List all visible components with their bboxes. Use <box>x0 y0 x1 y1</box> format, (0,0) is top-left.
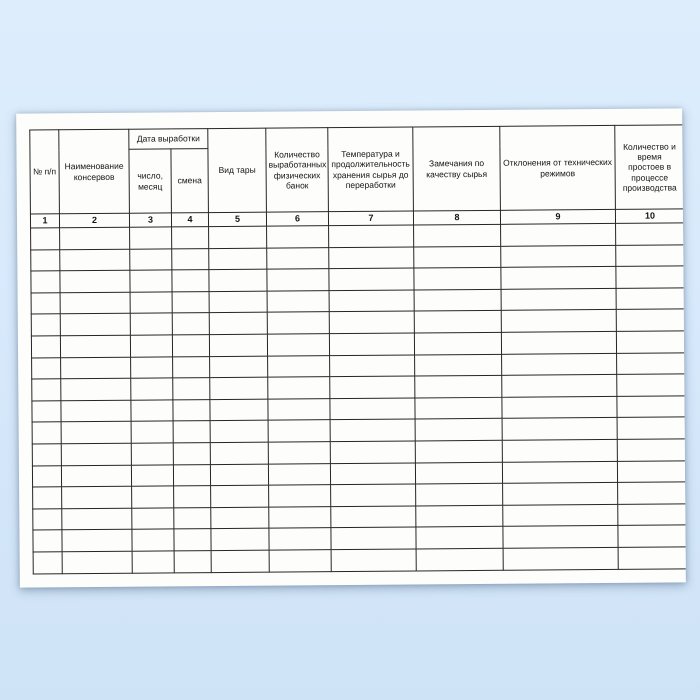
column-number: 7 <box>328 211 413 226</box>
column-number: 5 <box>208 212 266 226</box>
table-cell <box>210 420 268 442</box>
table-cell <box>329 268 414 290</box>
column-number: 6 <box>266 212 328 226</box>
table-cell <box>211 485 269 507</box>
table-cell <box>503 483 618 505</box>
table-cell <box>31 228 60 250</box>
table-cell <box>211 528 269 550</box>
table-cell <box>173 421 210 443</box>
table-cell <box>616 309 685 331</box>
table-cell <box>132 551 174 573</box>
table-cell <box>617 417 686 439</box>
table-cell <box>267 290 329 312</box>
table-cell <box>616 223 685 245</box>
column-number: 3 <box>129 213 171 227</box>
table-cell <box>61 357 131 379</box>
header-cell-downtime: Количество и время простоев в процессе производства <box>615 125 685 210</box>
table-cell <box>617 439 686 461</box>
table-cell <box>329 247 414 269</box>
table-cell <box>130 313 172 335</box>
table-cell <box>131 421 173 443</box>
table-cell <box>618 547 686 569</box>
table-cell <box>131 400 173 422</box>
table-cell <box>211 507 269 529</box>
table-cell <box>209 248 267 270</box>
table-cell <box>209 313 267 335</box>
table-cell <box>269 485 331 507</box>
table-cell <box>268 355 330 377</box>
table-cell <box>416 483 503 505</box>
table-cell <box>501 223 616 245</box>
table-cell <box>330 398 415 420</box>
table-cell <box>33 552 62 574</box>
table-cell <box>415 462 502 484</box>
table-cell <box>502 396 617 418</box>
table-cell <box>210 377 268 399</box>
table-cell <box>31 336 60 358</box>
table-cell <box>210 356 268 378</box>
table-cell <box>269 528 331 550</box>
header-cell-container-type: Вид тары <box>208 128 267 212</box>
production-journal-table <box>29 124 686 574</box>
header-cell-raw-quality-remarks: Замечания по качеству сырья <box>413 126 501 211</box>
table-cell <box>330 376 415 398</box>
table-cell <box>172 291 209 313</box>
table-cell <box>172 248 209 270</box>
table-cell <box>61 443 131 465</box>
table-cell <box>173 464 210 486</box>
table-row <box>33 547 686 574</box>
table-cell <box>503 504 618 526</box>
table-cell <box>60 314 130 336</box>
header-cell-row-number: № п/п <box>30 130 60 214</box>
table-cell <box>210 399 268 421</box>
table-cell <box>330 441 415 463</box>
table-cell <box>210 442 268 464</box>
table-cell <box>502 375 617 397</box>
table-cell <box>131 443 173 465</box>
table-cell <box>501 267 616 289</box>
table-cell <box>331 484 416 506</box>
column-number: 8 <box>413 210 500 225</box>
table-cell <box>61 465 131 487</box>
header-cell-shift: смена <box>171 149 209 213</box>
table-cell <box>415 440 502 462</box>
table-cell <box>268 420 330 442</box>
table-cell <box>174 486 211 508</box>
column-number: 9 <box>500 209 615 224</box>
header-cell-cans-quantity: Количество выработанных физических банок <box>266 128 329 212</box>
table-cell <box>209 269 267 291</box>
header-cell-day-month: число, месяц <box>129 149 172 213</box>
table-cell <box>267 247 329 269</box>
table-cell <box>209 226 267 248</box>
table-cell <box>502 418 617 440</box>
table-cell <box>173 399 210 421</box>
table-cell <box>33 508 62 530</box>
column-number: 2 <box>59 213 129 228</box>
table-cell <box>414 289 501 311</box>
table-cell <box>502 353 617 375</box>
table-cell <box>331 549 416 571</box>
table-cell <box>172 227 209 249</box>
column-number: 1 <box>30 214 59 228</box>
table-cell <box>60 249 130 271</box>
table-cell <box>174 551 211 573</box>
header-row-top <box>30 125 684 150</box>
table-cell <box>209 334 267 356</box>
table-cell <box>501 331 616 353</box>
table-cell <box>31 249 60 271</box>
table-cell <box>172 335 209 357</box>
table-cell <box>330 419 415 441</box>
table-header <box>30 125 685 228</box>
table-cell <box>416 548 503 570</box>
table-cell <box>62 508 132 530</box>
table-cell <box>616 244 685 266</box>
table-cell <box>267 226 329 248</box>
table-cell <box>616 331 685 353</box>
table-cell <box>267 334 329 356</box>
table-cell <box>268 398 330 420</box>
table-cell <box>174 507 211 529</box>
table-cell <box>414 311 501 333</box>
table-cell <box>330 355 415 377</box>
table-cell <box>31 314 60 336</box>
table-cell <box>61 378 131 400</box>
table-cell <box>130 248 172 270</box>
table-cell <box>617 352 686 374</box>
table-cell <box>31 271 60 293</box>
table-cell <box>62 530 132 552</box>
table-cell <box>617 396 686 418</box>
table-cell <box>617 460 685 482</box>
table-cell <box>415 419 502 441</box>
table-cell <box>210 464 268 486</box>
table-cell <box>503 547 618 569</box>
table-cell <box>268 463 330 485</box>
table-cell <box>209 291 267 313</box>
table-cell <box>414 268 501 290</box>
table-cell <box>211 550 269 572</box>
table-cell <box>60 335 130 357</box>
table-cell <box>267 312 329 334</box>
header-cell-production-date-group: Дата выработки <box>129 129 208 150</box>
table-cell <box>130 227 172 249</box>
table-cell <box>60 270 130 292</box>
table-cell <box>269 506 331 528</box>
table-cell <box>268 442 330 464</box>
table-cell <box>329 311 414 333</box>
table-cell <box>172 313 209 335</box>
table-cell <box>502 461 617 483</box>
table-cell <box>269 550 331 572</box>
header-cell-storage-temperature: Температура и продолжительность хранения сырья до переработки <box>328 127 414 212</box>
table-cell <box>329 290 414 312</box>
table-cell <box>131 356 173 378</box>
table-cell <box>502 439 617 461</box>
table-cell <box>415 397 502 419</box>
table-cell <box>329 333 414 355</box>
table-cell <box>415 354 502 376</box>
table-cell <box>503 526 618 548</box>
table-cell <box>501 245 616 267</box>
column-number: 10 <box>615 209 684 224</box>
table-cell <box>62 551 132 573</box>
table-cell <box>617 374 686 396</box>
table-cell <box>174 529 211 551</box>
table-cell <box>414 246 501 268</box>
table-cell <box>416 527 503 549</box>
table-cell <box>267 269 329 291</box>
table-cell <box>60 227 130 249</box>
table-cell <box>172 270 209 292</box>
table-cell <box>616 288 685 310</box>
table-cell <box>173 378 210 400</box>
table-cell <box>32 401 61 423</box>
table-cell <box>62 486 132 508</box>
table-cell <box>32 379 61 401</box>
table-cell <box>32 465 61 487</box>
table-cell <box>618 525 686 547</box>
table-cell <box>31 293 60 315</box>
table-cell <box>331 506 416 528</box>
table-cell <box>61 422 131 444</box>
table-cell <box>415 375 502 397</box>
table-body <box>31 223 686 574</box>
table-cell <box>32 444 61 466</box>
table-cell <box>130 270 172 292</box>
header-cell-product-name: Наименование консервов <box>59 129 130 214</box>
table-cell <box>501 288 616 310</box>
table-cell <box>132 486 174 508</box>
table-cell <box>414 332 501 354</box>
table-cell <box>32 422 61 444</box>
column-number: 4 <box>171 213 208 227</box>
table-cell <box>131 378 173 400</box>
table-cell <box>173 443 210 465</box>
table-cell <box>501 310 616 332</box>
table-cell <box>331 527 416 549</box>
table-cell <box>131 464 173 486</box>
table-cell <box>60 292 130 314</box>
table-cell <box>416 505 503 527</box>
table-cell <box>61 400 131 422</box>
table-cell <box>414 224 501 246</box>
table-cell <box>132 529 174 551</box>
table-cell <box>268 377 330 399</box>
table-cell <box>616 266 685 288</box>
table-cell <box>33 487 62 509</box>
table-cell <box>33 530 62 552</box>
header-cell-regime-deviations: Отклонения от технических режимов <box>500 125 616 210</box>
table-cell <box>130 335 172 357</box>
table-cell <box>329 225 414 247</box>
table-cell <box>32 357 61 379</box>
table-cell <box>173 356 210 378</box>
table-cell <box>618 482 686 504</box>
table-cell <box>330 463 415 485</box>
table-cell <box>618 504 686 526</box>
table-cell <box>132 508 174 530</box>
paper-sheet <box>16 108 686 587</box>
table-cell <box>130 292 172 314</box>
